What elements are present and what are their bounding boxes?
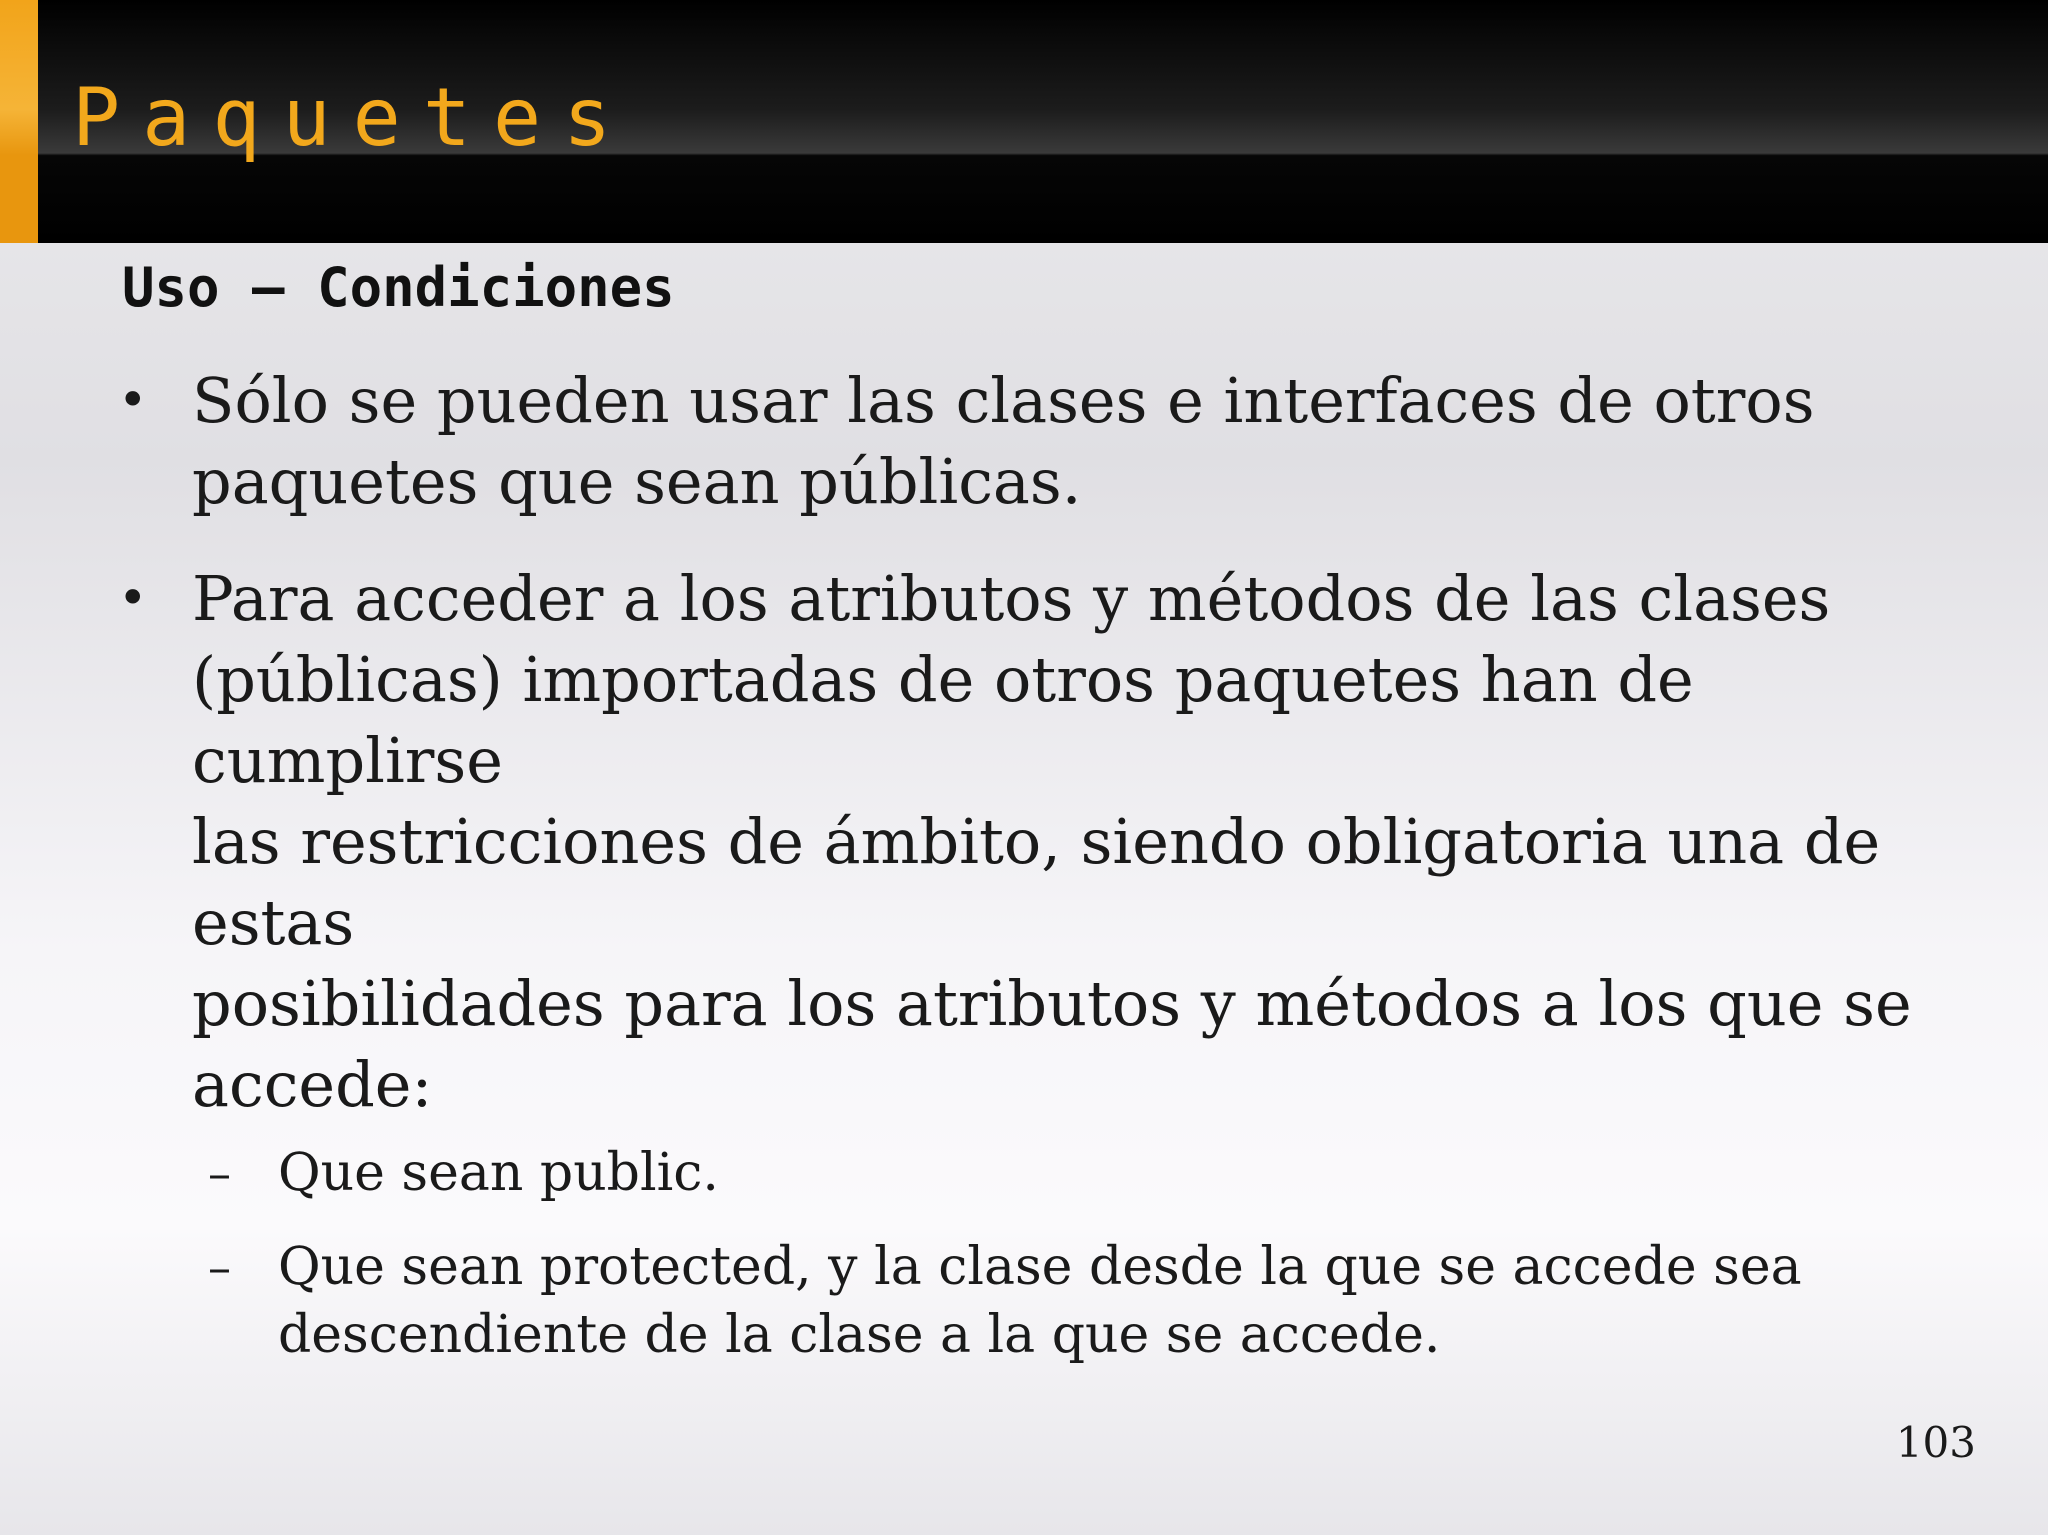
bullet-marker: • xyxy=(118,569,148,627)
sub-bullet-item xyxy=(208,1139,1958,1207)
sub-bullet-text: Que sean public. xyxy=(278,1143,719,1203)
bullet-text: Para acceder a los atributos y métodos de las clases (públicas) importadas de otros paquetes han de cumplirse las restricciones de ámbito, siendo obligatoria una de estas posibilidades para los atributos y métodos a los que se accede: xyxy=(192,562,1912,1121)
slide-header xyxy=(0,0,2048,243)
bullet-item xyxy=(118,558,1958,1125)
page-number: 103 xyxy=(1895,1418,1976,1467)
slide-content xyxy=(118,360,1958,1395)
sub-bullet-item xyxy=(208,1233,1958,1369)
sub-bullet-marker: – xyxy=(208,1146,231,1200)
bullet-item xyxy=(118,360,1958,522)
header-accent-bar xyxy=(0,0,38,243)
slide-subtitle: Uso – Condiciones xyxy=(122,256,675,319)
bullet-text: Sólo se pueden usar las clases e interfaces de otros paquetes que sean públicas. xyxy=(192,364,1815,518)
sub-bullet-marker: – xyxy=(208,1240,231,1294)
sub-bullet-text: Que sean protected, y la clase desde la que se accede sea descendiente de la clase a la que se accede. xyxy=(278,1237,1802,1365)
slide-title: Paquetes xyxy=(72,71,634,164)
bullet-marker: • xyxy=(118,371,148,429)
sub-bullet-list xyxy=(208,1139,1958,1369)
